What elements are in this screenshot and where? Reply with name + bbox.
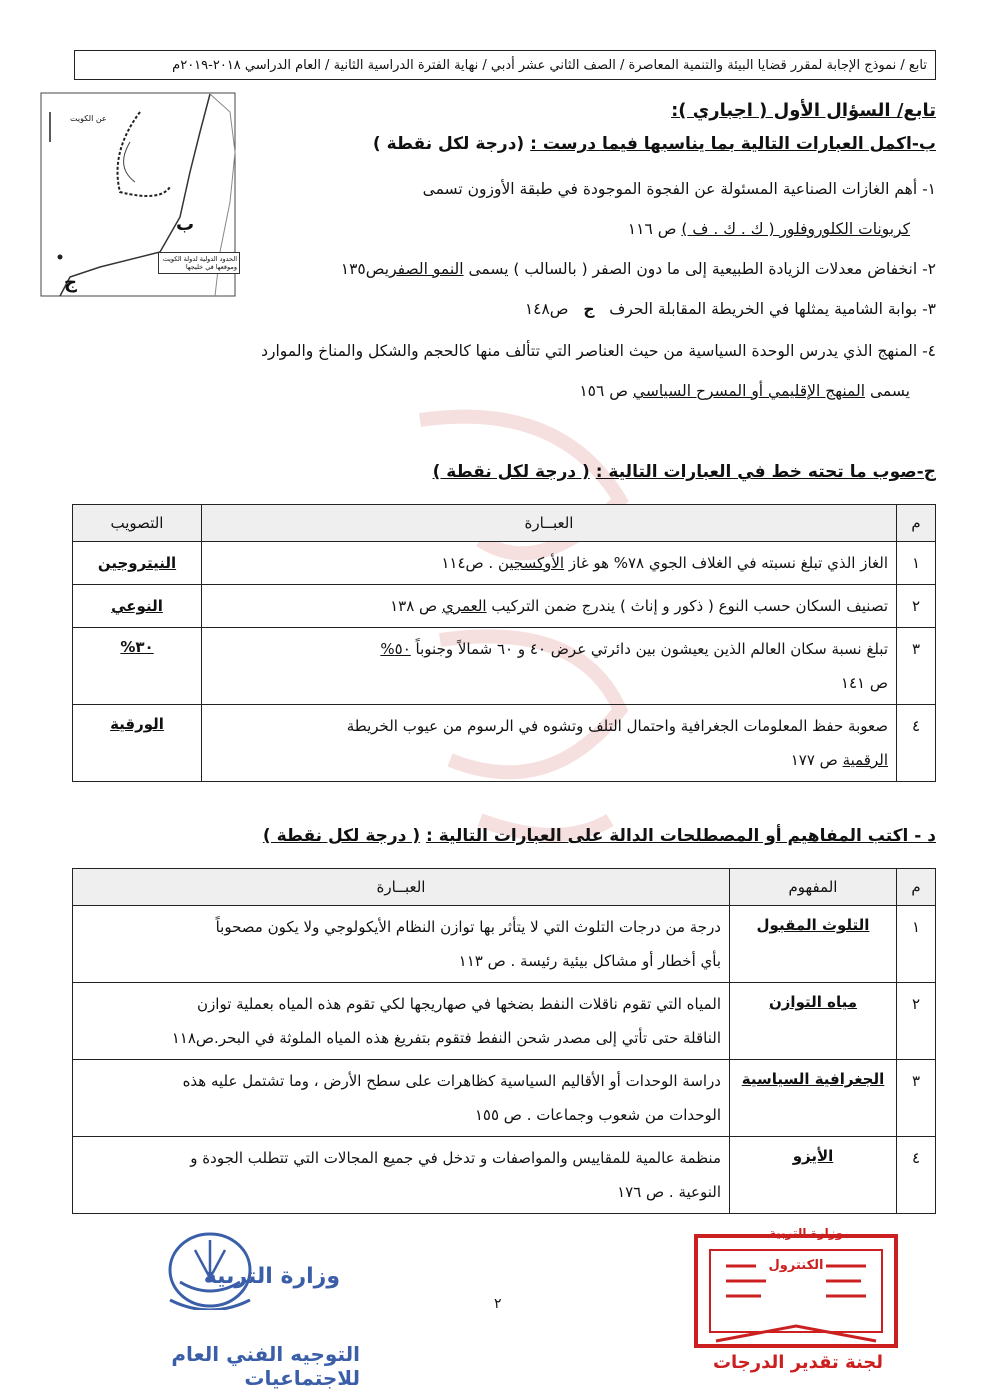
row-statement [202,542,897,585]
section-c-heading [433,462,936,482]
control-stamp [676,1226,920,1386]
col-concept: المفهوم [730,869,897,906]
statement-text: الغاز الذي تبلغ نسبته في الغلاف الجوي ٧٨% هو غاز [568,554,888,572]
row-correction: الورقية [73,705,202,782]
statement-text: الناقلة حتى تأتي إلى مصدر شحن النفط فتقوم بتفريغ هذه المياه الملوثة في البحر.ص١١٨ [171,1029,721,1047]
table-header-row [73,505,936,542]
section-b-item-4-answer [579,382,910,400]
logo-ministry-text: وزارة التربية [203,1264,340,1289]
section-b-item-3 [525,300,936,318]
ministry-logo [60,1220,360,1390]
page-ref: ص ١٣٨ [390,597,438,615]
table-row [73,705,936,782]
col-statement: العبــارة [73,869,730,906]
statement-text: منظمة عالمية للمقاييس والمواصفات و تدخل في جميع المجالات التي تتطلب الجودة و [190,1149,721,1167]
statement-text: بأي أخطار أو مشاكل بيئية رئيسة . ص ١١٣ [458,952,721,970]
row-correction: ٣٠% [73,628,202,705]
statement-text: النوعية . ص ١٧٦ [617,1183,721,1201]
row-statement [73,983,730,1060]
correction-table [72,504,936,782]
section-c-grade: ( درجة لكل نقطة ) [432,462,590,482]
row-number: ٤ [897,1137,936,1214]
statement-text: الوحدات من شعوب وجماعات . ص ١٥٥ [474,1106,721,1124]
row-number: ٢ [897,983,936,1060]
underlined-term: العمري [441,597,487,615]
row-statement [202,628,897,705]
table-row [73,983,936,1060]
stamp-top-text: وزارة التربية [768,1226,844,1240]
map-label-b: ب [176,214,195,235]
col-number: م [897,505,936,542]
row-concept: التلوث المقبول [730,906,897,983]
table-row [73,542,936,585]
underlined-term: الرقمية [842,751,888,769]
map-label-j: ج [64,272,77,293]
map-label-kuwait: عن الكويت [70,114,107,123]
page-ref: ص ١٧٧ [790,751,838,769]
table-row [73,1060,936,1137]
kuwait-map [40,92,236,297]
row-concept: مياه التوازن [730,983,897,1060]
row-number: ٣ [897,628,936,705]
row-statement [202,585,897,628]
item-text: يسمى [869,382,910,400]
page-number: ٢ [494,1296,502,1312]
row-concept: الجغرافية السياسية [730,1060,897,1137]
table-row [73,628,936,705]
statement-text: تبلغ نسبة سكان العالم الذين يعيشون بين دائرتي عرض ٤٠ و ٦٠ شمالاً وجنوباً [415,640,888,658]
page-ref: . ص١١٤ [441,554,494,572]
statement-text: دراسة الوحدات أو الأقاليم السياسية كظاهرات على سطح الأرض ، وما تشتمل عليه هذه [182,1072,721,1090]
page-ref: ص ١١٦ [627,220,677,238]
item-text: المنهج الذي يدرس الوحدة السياسية من حيث العناصر التي تتألف منها كالحجم والشكل والمناخ والموارد [261,342,918,360]
item-text: أهم الغازات الصناعية المسئولة عن الفجوة الموجودة في طبقة الأوزون تسمى [422,180,918,198]
row-number: ٣ [897,1060,936,1137]
page-ref: ص ١٤١ [840,674,888,692]
answer-text: المنهج الإقليمي أو المسرح السياسي [632,382,866,400]
row-number: ١ [897,542,936,585]
item-number: ١- [922,180,936,198]
page-ref: ص ١٥٦ [579,382,628,400]
row-correction: النوعي [73,585,202,628]
section-d-title: د - اكتب المفاهيم أو المصطلحات الدالة على العبارات التالية : [426,826,936,846]
section-b-title: ب-اكمل العبارات التالية بما يناسبها فيما درست : [530,134,936,154]
col-number: م [897,869,936,906]
table-row [73,906,936,983]
row-number: ١ [897,906,936,983]
row-statement [202,705,897,782]
item-text: بوابة الشامية يمثلها في الخريطة المقابلة الحرف [609,300,918,318]
section-b-item-1-answer [628,220,910,238]
row-concept: الأيزو [730,1137,897,1214]
item-number: ٢- [922,260,936,278]
statement-text: تصنيف السكان حسب النوع ( ذكور و إناث ) يندرج ضمن التركيب [491,597,888,615]
map-legend: الحدود الدولية لدولة الكويت وموقعها في خليجها [158,252,240,274]
table-header-row [73,869,936,906]
section-c-title: ج-صوب ما تحته خط في العبارات التالية : [595,462,936,482]
col-statement: العبــارة [202,505,897,542]
item-number: ٤- [922,342,936,360]
item-text: انخفاض معدلات الزيادة الطبيعية إلى ما دون الصفر ( بالسالب ) يسمى [468,260,918,278]
section-d-heading [263,826,936,846]
stamp-bottom-text: لجنة تقدير الدرجات [712,1352,884,1373]
logo-department-text: التوجيه الفني العام للاجتماعيات [171,1342,360,1390]
section-b-item-1 [423,180,936,198]
section-b-grade: (درجة لكل نقطة ) [372,134,525,154]
page-header: تابع / نموذج الإجابة لمقرر قضايا البيئة والتنمية المعاصرة / الصف الثاني عشر أدبي / نهاية الفترة الدراسية الثانية / العام الدراسي ٢٠١٨-٢٠١٩م [74,50,936,80]
row-statement [73,1137,730,1214]
underlined-term: الأوكسجين [497,554,565,572]
answer-text: كربونات الكلوروفلور ( ك . ك . ف ) [681,220,910,238]
statement-text: درجة من درجات التلوث التي لا يتأثر بها توازن النظام الأيكولوجي ولا يكون مصحوباً [215,918,721,936]
stamp-middle-text: الكنترول [768,1258,824,1273]
question-one-title: تابع/ السؤال الأول ( اجباري ): [671,100,936,121]
table-row [73,585,936,628]
row-number: ٤ [897,705,936,782]
section-d-grade: ( درجة لكل نقطة ) [262,826,421,846]
section-b-heading [373,134,936,154]
row-number: ٢ [897,585,936,628]
concepts-table [72,868,936,1214]
row-statement [73,1060,730,1137]
statement-text: المياه التي تقوم ناقلات النفط بضخها في صهاريجها لكي تقوم هذه المياه بعملية توازن [197,995,721,1013]
page-ref: ص١٣٥ [340,260,385,278]
answer-text: النمو الصفري [384,260,464,278]
item-number: ٣- [922,300,936,318]
row-statement [73,906,730,983]
underlined-term: ٥٠% [380,640,411,658]
section-b-item-4 [261,342,936,360]
page-ref: ص١٤٨ [524,300,569,318]
answer-text: ج [583,300,595,318]
section-b-item-2 [341,260,936,278]
statement-text: صعوبة حفظ المعلومات الجغرافية واحتمال التلف وتشوه في الرسوم من عيوب الخريطة [346,717,888,735]
row-correction: النيتروجين [73,542,202,585]
col-correction: التصويب [73,505,202,542]
table-row [73,1137,936,1214]
